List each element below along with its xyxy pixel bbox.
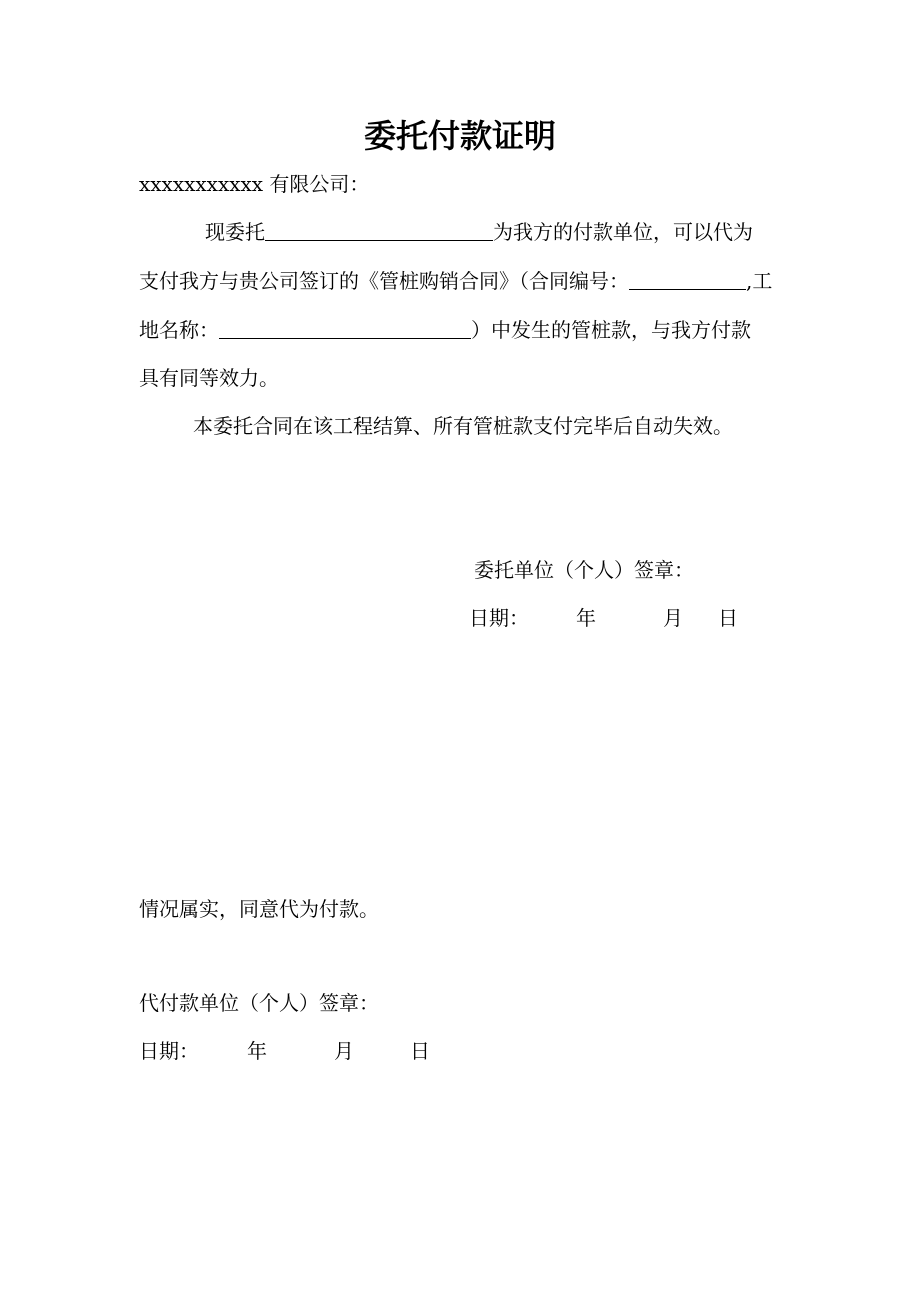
addressee: xxxxxxxxxxx 有限公司： <box>139 172 370 196</box>
payer-date-year: 年 <box>247 1039 267 1063</box>
entrust-suffix: 为我方的付款单位，可以代为 <box>493 220 753 244</box>
confirmation-statement: 情况属实，同意代为付款。 <box>139 897 379 921</box>
payer-date-row <box>139 1037 459 1065</box>
contract-number-blank[interactable] <box>629 269 746 290</box>
client-date-day: 日 <box>718 606 738 630</box>
paragraph-1-line-1 <box>205 218 753 246</box>
contract-prefix: 支付我方与贵公司签订的《管桩购销合同》（合同编号： <box>139 269 629 293</box>
site-prefix: 地名称： <box>139 318 219 342</box>
client-date-year: 年 <box>576 606 596 630</box>
site-name-blank[interactable] <box>219 318 471 339</box>
paragraph-2: 本委托合同在该工程结算、所有管桩款支付完毕后自动失效。 <box>193 414 733 438</box>
site-suffix: ）中发生的管桩款，与我方付款 <box>471 318 751 342</box>
payer-signature-label: 代付款单位（个人）签章： <box>139 991 379 1015</box>
client-date-month: 月 <box>663 606 683 630</box>
payer-unit-blank[interactable] <box>265 220 493 241</box>
paragraph-1-line-3 <box>139 316 751 344</box>
client-date-row <box>469 604 769 632</box>
client-date-label: 日期： <box>469 606 529 630</box>
payer-date-label: 日期： <box>139 1039 199 1063</box>
contract-suffix: ,工 <box>746 269 773 293</box>
payer-date-day: 日 <box>410 1039 430 1063</box>
payer-date-month: 月 <box>334 1039 354 1063</box>
client-signature-label: 委托单位（个人）签章： <box>474 558 694 582</box>
paragraph-1-line-4: 具有同等效力。 <box>139 366 279 390</box>
entrust-prefix: 现委托 <box>205 220 265 244</box>
paragraph-1-line-2 <box>139 267 772 295</box>
document-title: 委托付款证明 <box>363 117 556 155</box>
